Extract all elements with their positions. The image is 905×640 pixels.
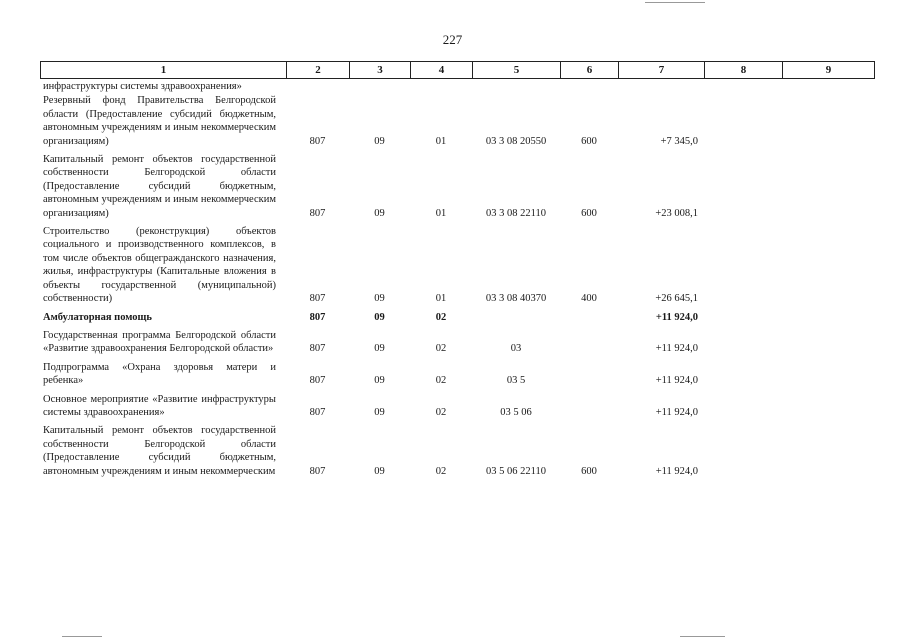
table-row <box>40 93 874 152</box>
cell-section: 09 <box>374 343 385 355</box>
cell-amount: +11 924,0 <box>655 406 698 418</box>
cell-col9 <box>782 80 874 93</box>
cell-target-article: 03 5 06 22110 <box>486 465 546 477</box>
cell-expense-type <box>560 392 618 424</box>
column-header-4: 4 <box>411 62 473 79</box>
budget-table <box>40 80 874 482</box>
table-row <box>40 423 874 482</box>
cell-expense-type: 600 <box>581 207 597 219</box>
column-header-1: 1 <box>41 62 287 79</box>
cell-section: 09 <box>374 406 385 418</box>
cell-col8 <box>704 93 782 152</box>
cell-section: 09 <box>374 465 385 477</box>
column-header-table <box>40 61 875 79</box>
cell-expense-type <box>560 328 618 360</box>
table-row <box>40 392 874 424</box>
cell-col9 <box>782 93 874 152</box>
cell-amount: +11 924,0 <box>655 311 698 323</box>
cell-amount: +11 924,0 <box>655 375 698 387</box>
cell-target-article <box>472 310 560 328</box>
item-name: Строительство (реконструкция) объектов социального и производственного комплексов, в том числе объектов общегражданского назначения, жилья, инфраструктуры (Капитальные вложения в объекты государственной (муниципальной) собственности) <box>43 226 276 305</box>
cell-amount: +11 924,0 <box>655 343 698 355</box>
column-header-row <box>41 62 875 79</box>
item-name: Государственная программа Белгородской области «Развитие здравоохранения Белгородской области» <box>43 329 276 355</box>
cell-target-article: 03 5 <box>506 375 526 387</box>
item-name: Капитальный ремонт объектов государственной собственности Белгородской области (Предоставление субсидий бюджетным, автономным учреждениям и иным некоммерческим <box>43 425 276 477</box>
cell-amount: +26 645,1 <box>655 293 698 305</box>
page-number: 227 <box>442 32 463 47</box>
cell-section: 09 <box>374 375 385 387</box>
cell-col9 <box>782 392 874 424</box>
cell-col8 <box>704 80 782 93</box>
cell-expense-type <box>560 360 618 392</box>
cell-ministry: 807 <box>309 311 326 323</box>
cell-subsection: 02 <box>435 406 447 418</box>
item-name: Амбулаторная помощь <box>43 311 152 323</box>
cell-col8 <box>704 152 782 224</box>
item-name: Подпрограмма «Охрана здоровья матери и ребенка» <box>43 361 276 387</box>
item-name: Капитальный ремонт объектов государственной собственности Белгородской области (Предоставление субсидий бюджетным, автономным учреждениям и иным некоммерческим организациям) <box>43 154 276 219</box>
cell-ministry: 807 <box>309 293 326 305</box>
cell-col9 <box>782 328 874 360</box>
cell-subsection <box>410 80 472 93</box>
scan-edge-mark <box>62 636 102 637</box>
cell-section: 09 <box>374 293 385 305</box>
cell-section: 09 <box>374 207 385 219</box>
cell-subsection: 02 <box>435 465 447 477</box>
column-header-2: 2 <box>287 62 350 79</box>
cell-target-article: 03 5 06 <box>500 406 532 418</box>
cell-ministry: 807 <box>309 406 326 418</box>
cell-expense-type: 600 <box>581 465 597 477</box>
cell-subsection: 02 <box>435 343 447 355</box>
cell-col8 <box>704 423 782 482</box>
table-row <box>40 328 874 360</box>
column-header-7: 7 <box>619 62 705 79</box>
cell-target-article: 03 3 08 40370 <box>485 293 547 305</box>
table-row <box>40 152 874 224</box>
cell-col8 <box>704 328 782 360</box>
cell-section <box>349 80 410 93</box>
cell-expense-type <box>560 80 618 93</box>
cell-ministry: 807 <box>309 465 326 477</box>
cell-ministry <box>286 80 349 93</box>
column-header-3: 3 <box>350 62 411 79</box>
item-name: Резервный фонд Правительства Белгородской области (Предоставление субсидий бюджетным, автономным учреждениям и иным некоммерческим организациям) <box>43 95 276 147</box>
cell-amount: +7 345,0 <box>660 135 698 147</box>
table-row <box>40 360 874 392</box>
cell-col9 <box>782 423 874 482</box>
cell-amount: +23 008,1 <box>655 207 698 219</box>
cell-col8 <box>704 360 782 392</box>
cell-amount: +11 924,0 <box>655 465 698 477</box>
cell-subsection: 02 <box>435 311 447 323</box>
cell-subsection: 02 <box>435 375 447 387</box>
item-name: инфраструктуры системы здравоохранения» <box>43 81 242 92</box>
cell-expense-type: 600 <box>581 135 597 147</box>
table-row <box>40 224 874 309</box>
cell-expense-type <box>560 310 618 328</box>
budget-table-body <box>40 80 874 482</box>
scan-edge-mark <box>680 636 725 637</box>
cell-col8 <box>704 224 782 309</box>
cell-amount <box>618 80 704 93</box>
cell-section: 09 <box>374 311 385 323</box>
cell-target-article: 03 <box>510 343 522 355</box>
cell-subsection: 01 <box>435 293 447 305</box>
cell-subsection: 01 <box>435 207 447 219</box>
scan-edge-mark <box>645 2 705 3</box>
cell-target-article: 03 3 08 22110 <box>486 207 546 219</box>
cell-col8 <box>704 310 782 328</box>
cell-col9 <box>782 310 874 328</box>
cell-ministry: 807 <box>309 135 326 147</box>
item-name: Основное мероприятие «Развитие инфраструктуры системы здравоохранения» <box>43 393 276 418</box>
column-header-5: 5 <box>473 62 561 79</box>
cell-target-article: 03 3 08 20550 <box>485 135 547 147</box>
cell-ministry: 807 <box>309 343 326 355</box>
cell-col8 <box>704 392 782 424</box>
table-row <box>40 80 874 93</box>
cell-col9 <box>782 360 874 392</box>
cell-section: 09 <box>374 135 385 147</box>
cell-expense-type: 400 <box>581 293 597 305</box>
column-header-6: 6 <box>561 62 619 79</box>
column-header-8: 8 <box>705 62 783 79</box>
cell-subsection: 01 <box>435 135 447 147</box>
cell-ministry: 807 <box>309 207 326 219</box>
column-header-9: 9 <box>783 62 875 79</box>
cell-ministry: 807 <box>309 375 326 387</box>
table-row <box>40 310 874 328</box>
cell-col9 <box>782 152 874 224</box>
cell-col9 <box>782 224 874 309</box>
cell-target-article <box>472 80 560 93</box>
